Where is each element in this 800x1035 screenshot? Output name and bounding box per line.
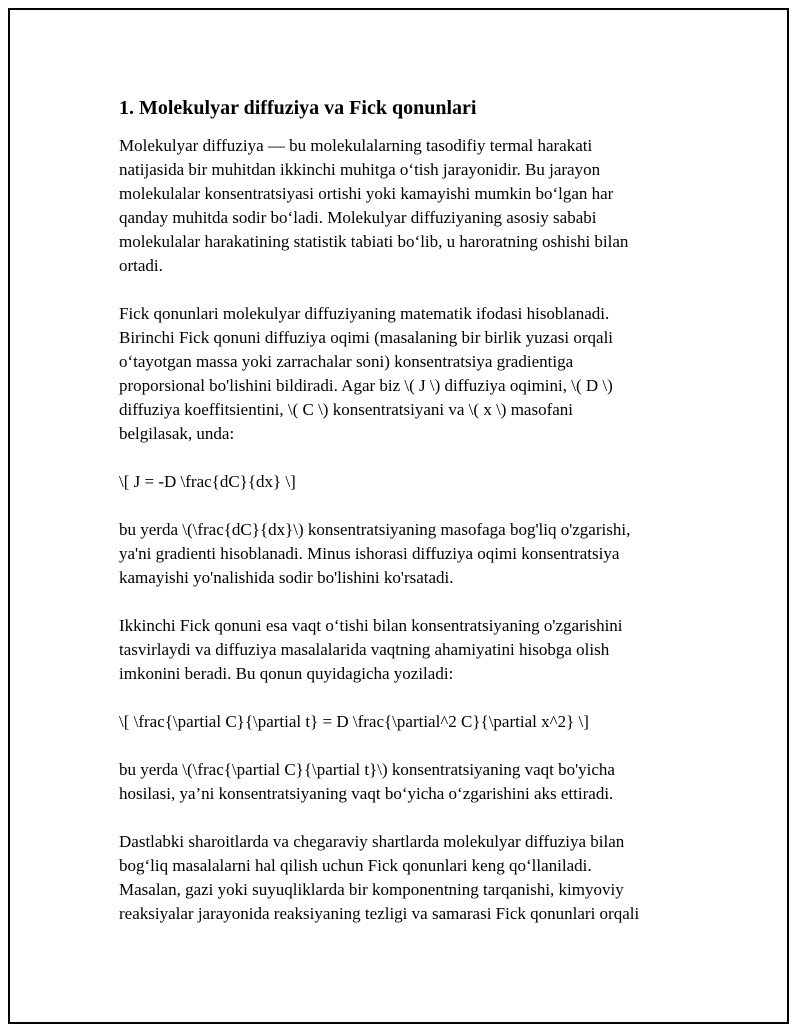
text-line: bu yerda \(\frac{dC}{dx}\) konsentratsiyaning masofaga bog'liq o'zgarishi,	[119, 520, 631, 539]
paragraph-intro	[119, 134, 699, 278]
paragraph-applications	[119, 830, 699, 926]
formula-first-law: \[ J = -D \frac{dC}{dx} \]	[119, 472, 296, 491]
text-line: bog‘liq masalalarni hal qilish uchun Fick qonunlari keng qo‘llaniladi.	[119, 856, 592, 875]
text-line: Ikkinchi Fick qonuni esa vaqt o‘tishi bilan konsentratsiyaning o'zgarishini	[119, 616, 623, 635]
paragraph-fick-first-law	[119, 302, 699, 446]
text-line: hosilasi, ya’ni konsentratsiyaning vaqt bo‘yicha o‘zgarishini aks ettiradi.	[119, 784, 614, 803]
text-line: molekulalar harakatining statistik tabiati bo‘lib, u haroratning oshishi bilan	[119, 232, 629, 251]
text-line: Molekulyar diffuziya — bu molekulalarning tasodifiy termal harakati	[119, 136, 593, 155]
text-line: tasvirlaydi va diffuziya masalalarida vaqtning ahamiyatini hisobga olish	[119, 640, 610, 659]
text-line: imkonini beradi. Bu qonun quyidagicha yoziladi:	[119, 664, 454, 683]
text-line: diffuziya koeffitsientini, \( C \) konsentratsiyani va \( x \) masofani	[119, 400, 574, 419]
text-line: molekulalar konsentratsiyasi ortishi yoki kamayishi mumkin bo‘lgan har	[119, 184, 614, 203]
text-line: qanday muhitda sodir bo‘ladi. Molekulyar diffuziyaning asosiy sababi	[119, 208, 597, 227]
section-heading: 1. Molekulyar diffuziya va Fick qonunlari	[119, 97, 477, 119]
document-body	[119, 96, 699, 950]
paragraph-derivative-explanation	[119, 758, 699, 806]
page-frame	[8, 8, 789, 1024]
formula-second-law: \[ \frac{\partial C}{\partial t} = D \frac{\partial^2 C}{\partial x^2} \]	[119, 712, 589, 731]
text-line: Masalan, gazi yoki suyuqliklarda bir komponentning tarqanishi, kimyoviy	[119, 880, 624, 899]
text-line: proporsional bo'lishini bildiradi. Agar biz \( J \) diffuziya oqimini, \( D \)	[119, 376, 613, 395]
text-line: kamayishi yo'nalishida sodir bo'lishini ko'rsatadi.	[119, 568, 454, 587]
text-line: Fick qonunlari molekulyar diffuziyaning matematik ifodasi hisoblanadi.	[119, 304, 610, 323]
text-line: ya'ni gradienti hisoblanadi. Minus ishorasi diffuziya oqimi konsentratsiya	[119, 544, 620, 563]
text-line: natijasida bir muhitdan ikkinchi muhitga o‘tish jarayonidir. Bu jarayon	[119, 160, 601, 179]
paragraph-gradient-explanation	[119, 518, 699, 590]
text-line: reaksiyalar jarayonida reaksiyaning tezligi va samarasi Fick qonunlari orqali	[119, 904, 640, 923]
text-line: Birinchi Fick qonuni diffuziya oqimi (masalaning bir birlik yuzasi orqali	[119, 328, 614, 347]
text-line: o‘tayotgan massa yoki zarrachalar soni) konsentratsiya gradientiga	[119, 352, 574, 371]
text-line: belgilasak, unda:	[119, 424, 235, 443]
paragraph-fick-second-law	[119, 614, 699, 686]
text-line: Dastlabki sharoitlarda va chegaraviy shartlarda molekulyar diffuziya bilan	[119, 832, 625, 851]
text-line: bu yerda \(\frac{\partial C}{\partial t}\) konsentratsiyaning vaqt bo'yicha	[119, 760, 615, 779]
text-line: ortadi.	[119, 256, 163, 275]
